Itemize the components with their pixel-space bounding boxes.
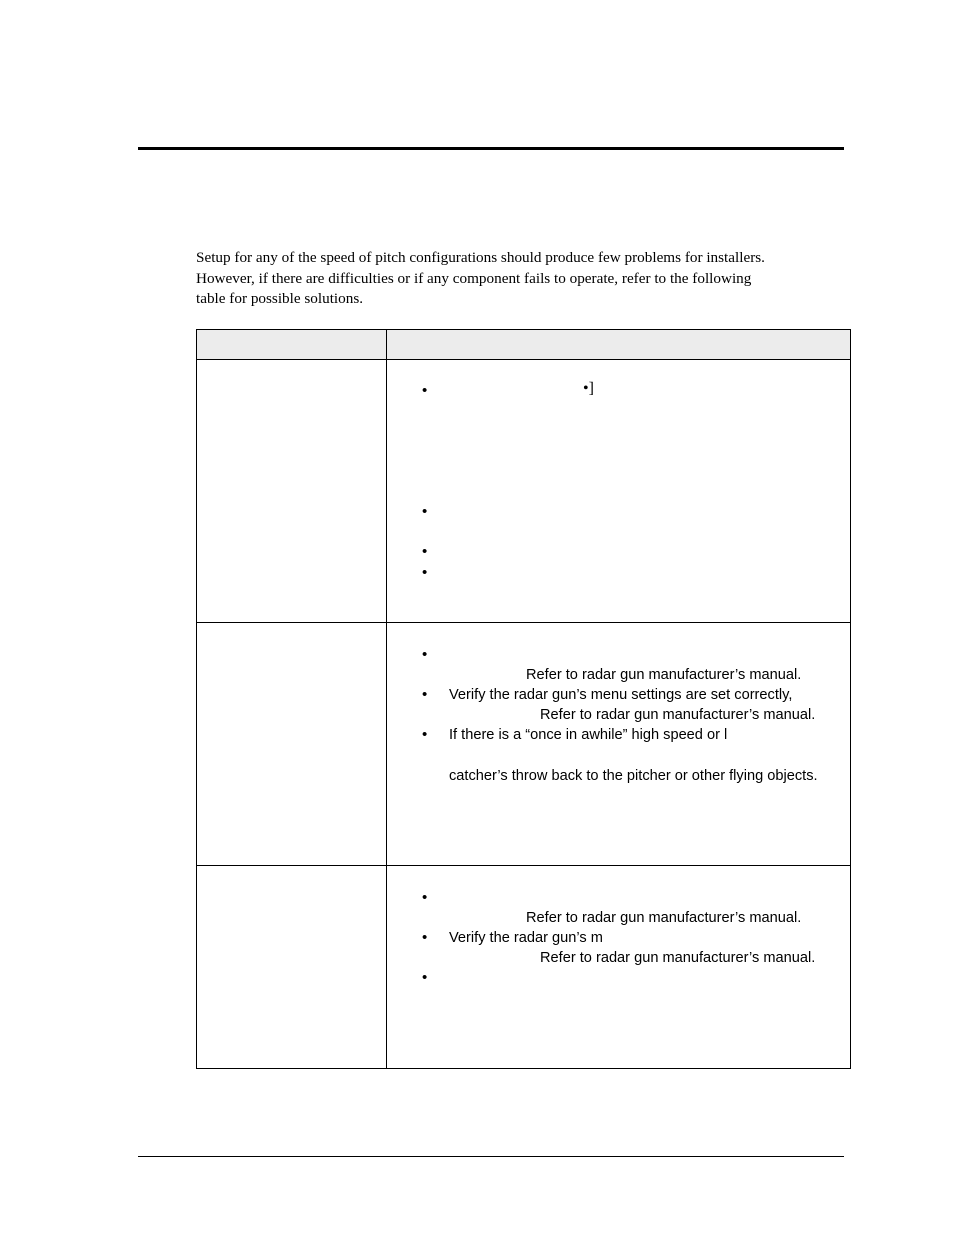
bullet-icon: • bbox=[422, 543, 428, 560]
row2-line: If there is a “once in awhile” high speed or l bbox=[449, 727, 728, 743]
footer-rule bbox=[138, 1156, 844, 1157]
bullet-icon: • bbox=[422, 969, 428, 986]
row2-line: Verify the radar gun’s menu settings are set correctly, bbox=[449, 687, 793, 703]
intro-line: Setup for any of the speed of pitch configurations should produce few problems for installers. bbox=[196, 249, 765, 266]
intro-line: table for possible solutions. bbox=[196, 290, 364, 307]
row2-line: Refer to radar gun manufacturer’s manual. bbox=[540, 707, 816, 723]
bullet-icon: • bbox=[422, 503, 428, 520]
intro-paragraph bbox=[196, 248, 856, 310]
header-rule bbox=[138, 147, 844, 150]
troubleshooting-table bbox=[196, 329, 851, 1069]
table-border-top bbox=[196, 329, 851, 330]
table-row-divider bbox=[196, 865, 851, 866]
table-border-bottom bbox=[196, 1068, 851, 1069]
table-row-divider bbox=[196, 622, 851, 623]
row3-line: Verify the radar gun’s m bbox=[449, 930, 603, 946]
table-header-divider bbox=[196, 359, 851, 360]
bullet-icon: • bbox=[422, 726, 428, 743]
bullet-icon: • bbox=[422, 382, 428, 399]
table-border-left bbox=[196, 329, 197, 1069]
bullet-icon: • bbox=[422, 929, 428, 946]
table-border-right bbox=[850, 329, 851, 1069]
intro-line: However, if there are difficulties or if any component fails to operate, refer to the following bbox=[196, 269, 752, 287]
table-column-divider bbox=[386, 329, 387, 1069]
bullet-icon: • bbox=[422, 564, 428, 581]
table-header-row bbox=[197, 330, 850, 359]
row3-line: Refer to radar gun manufacturer’s manual. bbox=[540, 950, 816, 966]
bullet-icon: • bbox=[422, 686, 428, 703]
row2-line: Refer to radar gun manufacturer’s manual. bbox=[526, 667, 802, 683]
row1-fragment: •] bbox=[583, 380, 594, 397]
row2-line: catcher’s throw back to the pitcher or other flying objects. bbox=[449, 768, 818, 784]
bullet-icon: • bbox=[422, 889, 428, 906]
bullet-icon: • bbox=[422, 646, 428, 663]
row3-line: Refer to radar gun manufacturer’s manual. bbox=[526, 910, 802, 926]
